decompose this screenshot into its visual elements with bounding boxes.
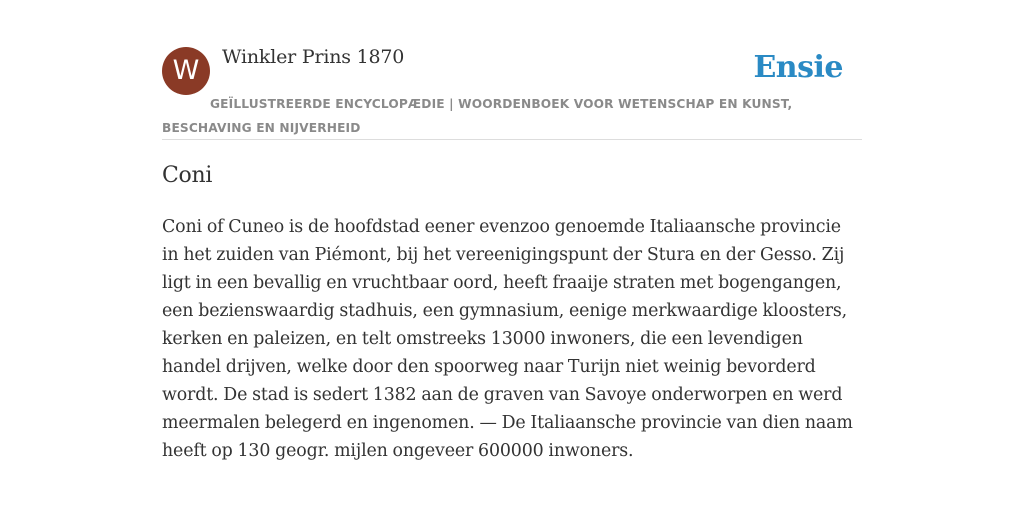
article-body: Coni of Cuneo is de hoofdstad eener evenzoo genoemde Italiaansche provincie in het zuiden van Piémont, bij het vereenigingspunt der Stura en der Gesso. Zij ligt in een bevallig en vruchtbaar oord, heeft fraaije straten met bogengangen, een bezienswaardig stadhuis, een gymnasium, eenige merkwaardige kloosters, kerken en paleizen, en telt omstreeks 13000 inwoners, die een levendigen handel drijven, welke door den spoorweg naar Turijn niet weinig bevorderd wordt. De stad is sedert 1382 aan de graven van Savoye onderworpen en werd meermalen belegerd en ingenomen. — De Italiaansche provincie van dien naam heeft op 130 geogr. mijlen ongeveer 600000 inwoners. [162, 217, 853, 461]
source-avatar[interactable]: W [162, 47, 210, 95]
article-title: Coni [162, 163, 213, 188]
brand-logo[interactable]: Ensie [753, 50, 843, 85]
article-card [162, 44, 862, 465]
source-title[interactable]: Winkler Prins 1870 [222, 46, 405, 68]
source-header [162, 44, 862, 140]
source-subtitle: GEÏLLUSTREERDE ENCYCLOPÆDIE | WOORDENBOEK VOOR WETENSCHAP EN KUNST, BESCHAVING EN NIJVERHEID [162, 97, 793, 135]
